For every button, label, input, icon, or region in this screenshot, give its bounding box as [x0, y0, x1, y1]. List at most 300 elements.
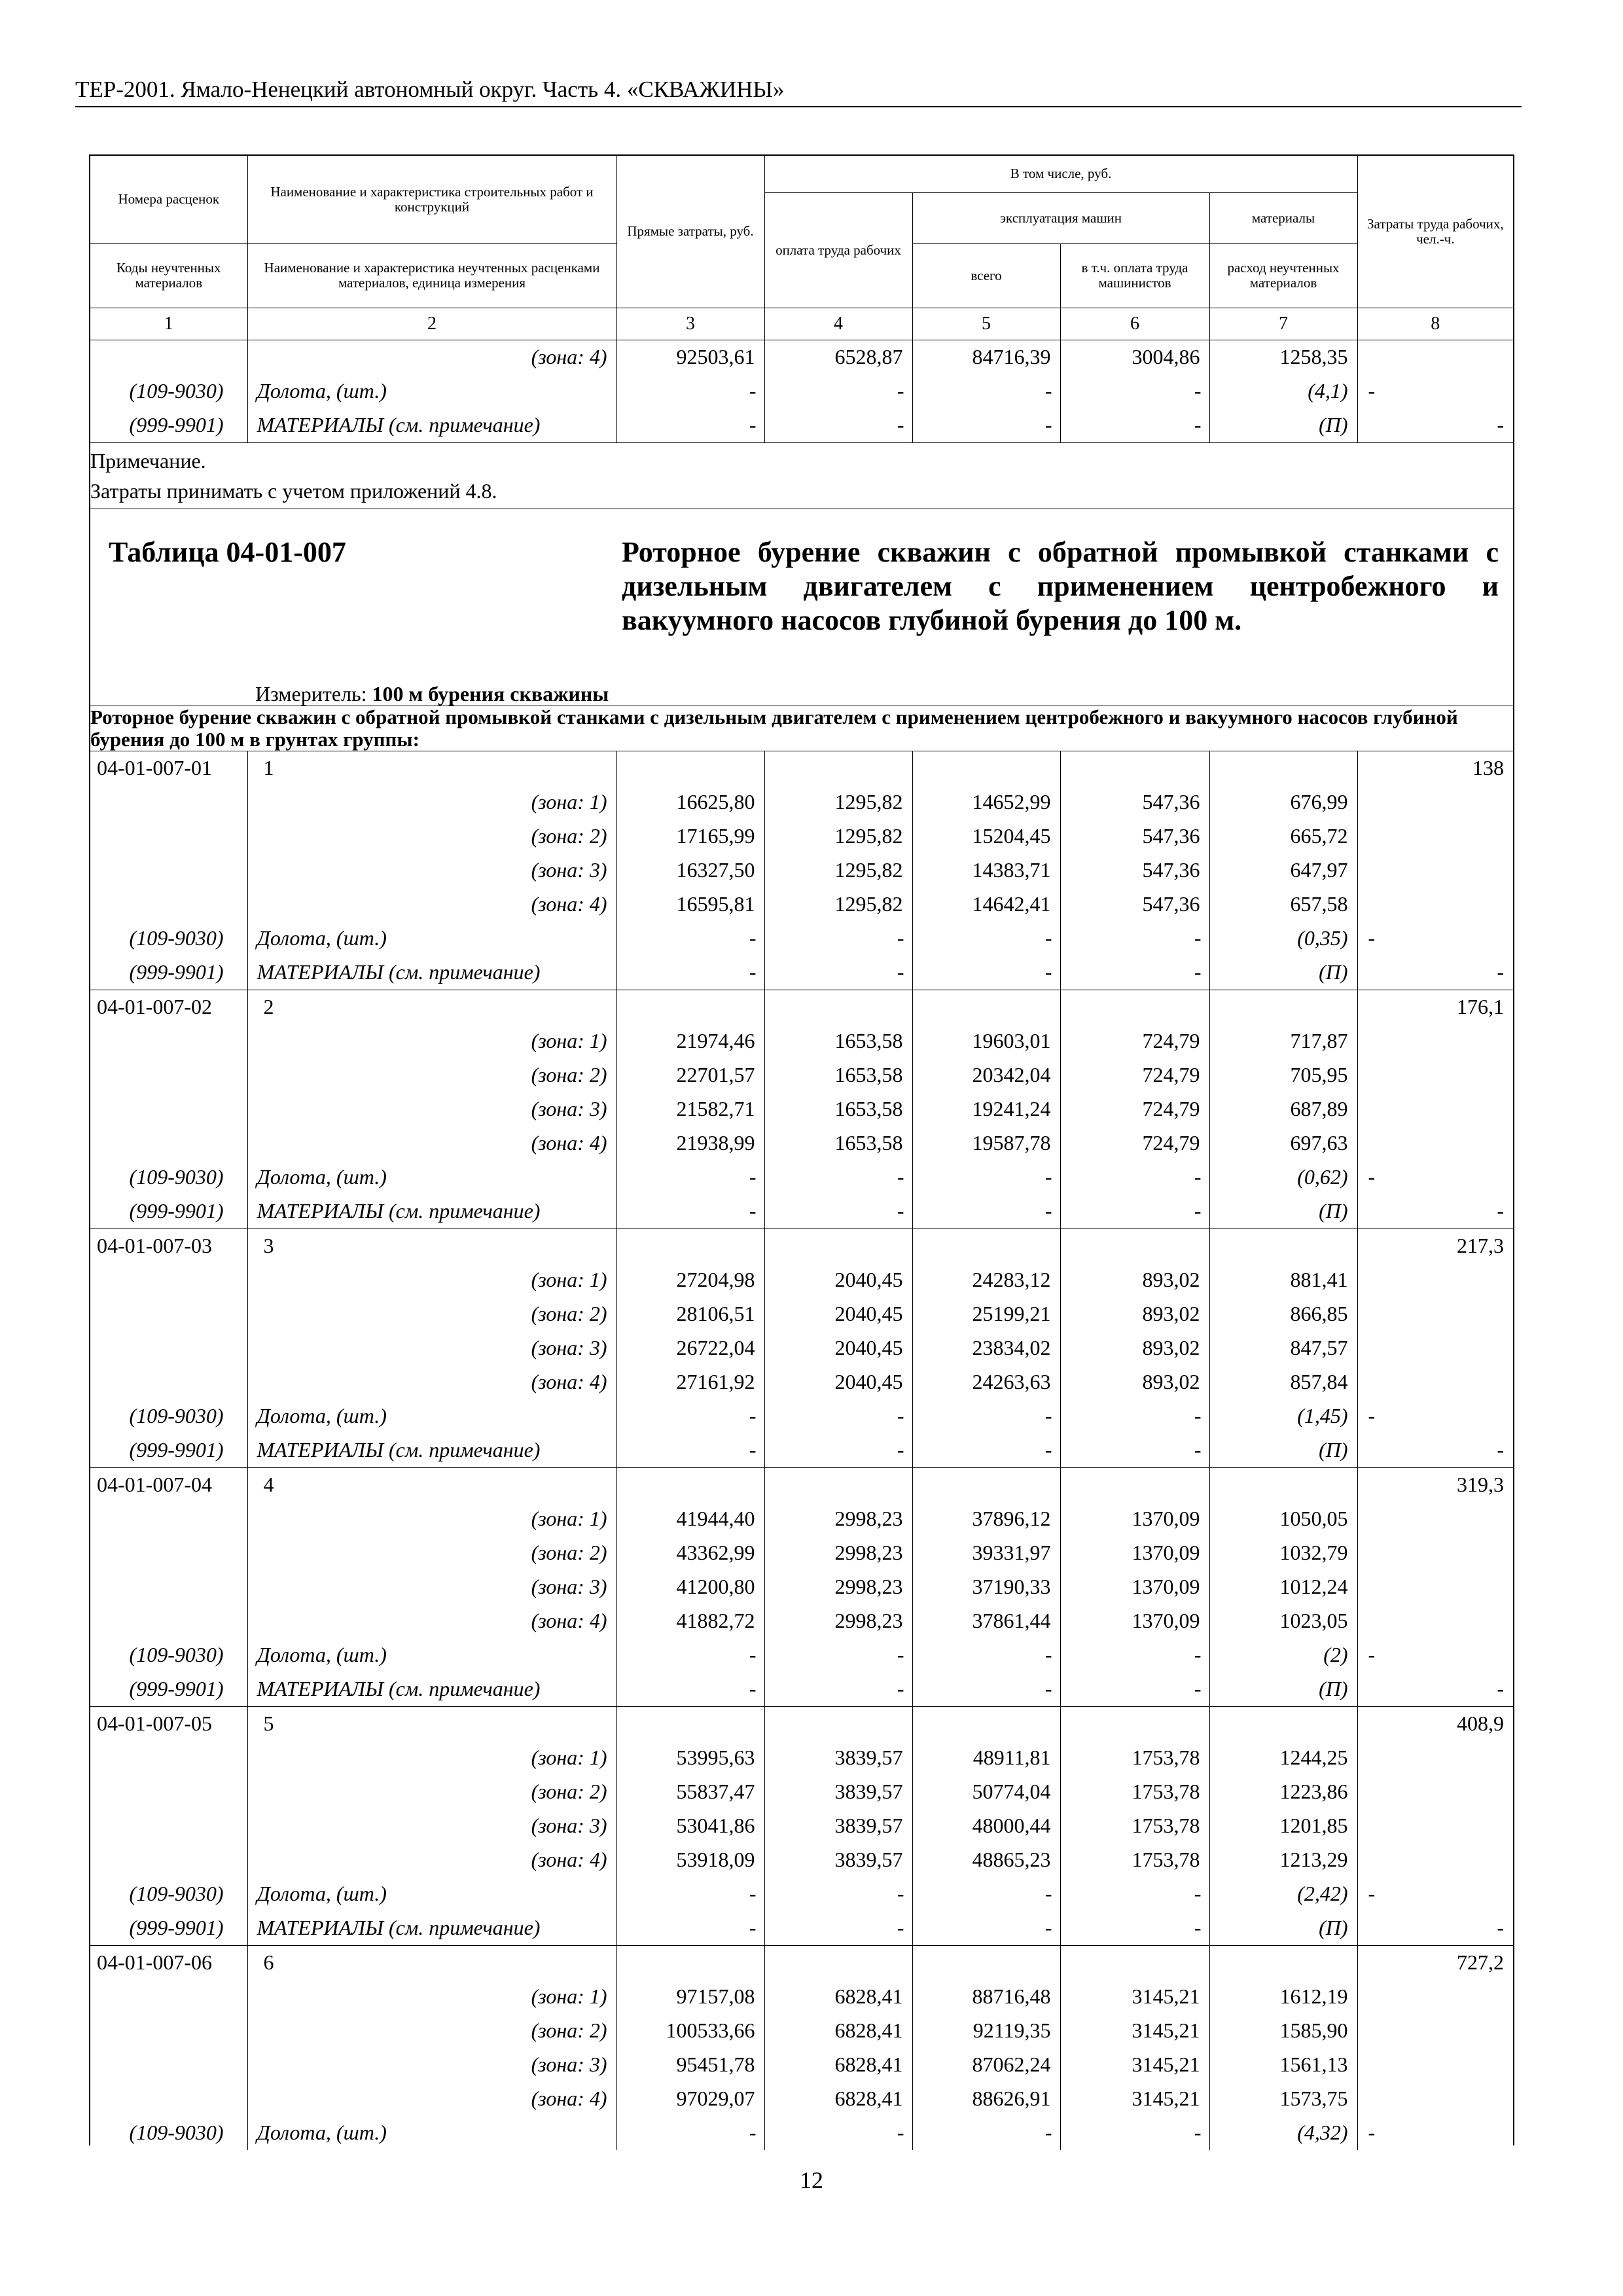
dash-cell: -: [1060, 1911, 1209, 1946]
dash-cell: -: [616, 2116, 764, 2150]
dash-cell: -: [912, 374, 1060, 408]
direct-cost-value: 21582,71: [616, 1092, 764, 1126]
col2-bottom-header: Наименование и характеристика неучтенных расценками материалов, единица измерения: [247, 243, 616, 308]
subheading-row: [90, 706, 1513, 751]
soil-group: 4: [247, 1467, 616, 1502]
labor-cost-value: 408,9: [1357, 1706, 1513, 1741]
dash-cell: -: [1357, 2116, 1513, 2150]
dash-cell: -: [912, 922, 1060, 956]
dash-cell: -: [1357, 1160, 1513, 1194]
machines-total-value: 48865,23: [912, 1843, 1060, 1877]
empty-cell: [1357, 1263, 1513, 1297]
dash-cell: -: [616, 1672, 764, 1707]
direct-cost-value: 28106,51: [616, 1297, 764, 1331]
materials-value: 1573,75: [1209, 2082, 1357, 2116]
rate-header-row: [90, 1467, 1513, 1502]
machinists-pay-value: 547,36: [1060, 785, 1209, 819]
machinists-pay-value: 893,02: [1060, 1263, 1209, 1297]
materials-quantity: (П): [1209, 408, 1357, 443]
machines-total-value: 50774,04: [912, 1775, 1060, 1809]
empty-cell: [1357, 1092, 1513, 1126]
machinists-pay-value: 3145,21: [1060, 1980, 1209, 2014]
labor-pay-value: 1653,58: [764, 1126, 912, 1160]
zone-label: (зона: 2): [247, 1297, 616, 1331]
soil-group: 3: [247, 1229, 616, 1263]
materials-value: 1201,85: [1209, 1809, 1357, 1843]
zone-row: [90, 1263, 1513, 1297]
dash-cell: -: [764, 1911, 912, 1946]
dash-cell: -: [764, 374, 912, 408]
machines-total-value: 87062,24: [912, 2048, 1060, 2082]
empty-cell: [1060, 1229, 1209, 1263]
empty-cell: [90, 1775, 247, 1809]
zone-label: (зона: 2): [247, 819, 616, 853]
direct-cost-value: 41882,72: [616, 1604, 764, 1638]
dash-cell: -: [616, 374, 764, 408]
labor-pay-value: 1653,58: [764, 1058, 912, 1092]
zone-label: (зона: 1): [247, 1024, 616, 1058]
empty-cell: [90, 2082, 247, 2116]
dash-cell: -: [912, 1672, 1060, 1707]
machinists-pay-value: 893,02: [1060, 1331, 1209, 1365]
bit-quantity: (0,62): [1209, 1160, 1357, 1194]
zone-row: [90, 1502, 1513, 1536]
zone-row: [90, 785, 1513, 819]
labor-pay-value: 6828,41: [764, 1980, 912, 2014]
materials-value: 857,84: [1209, 1365, 1357, 1399]
machinists-pay-value: 547,36: [1060, 853, 1209, 888]
direct-cost-value: 97157,08: [616, 1980, 764, 2014]
machines-total-value: 37896,12: [912, 1502, 1060, 1536]
empty-cell: [90, 1980, 247, 2014]
machinists-pay-value: 724,79: [1060, 1092, 1209, 1126]
machinists-pay-value: 3145,21: [1060, 2014, 1209, 2048]
bit-code: (109-9030): [129, 1165, 224, 1189]
machines-total-value: 88716,48: [912, 1980, 1060, 2014]
bit-row: [90, 1877, 1513, 1911]
materials-value: 1032,79: [1209, 1536, 1357, 1570]
bit-quantity: (4,1): [1209, 374, 1357, 408]
dash-cell: -: [912, 2116, 1060, 2150]
dash-cell: -: [912, 1877, 1060, 1911]
zone-label: (зона: 3): [247, 1092, 616, 1126]
machines-total-value: 14642,41: [912, 888, 1060, 922]
labor-cost-value: 176,1: [1357, 990, 1513, 1024]
empty-cell: [90, 1331, 247, 1365]
price-table: [90, 156, 1513, 2150]
zone-row: [90, 1126, 1513, 1160]
materials-row: [90, 1433, 1513, 1468]
dash-cell: -: [1357, 1433, 1513, 1468]
materials-value: 1050,05: [1209, 1502, 1357, 1536]
machines-total-value: 24263,63: [912, 1365, 1060, 1399]
zone-label: (зона: 4): [247, 1604, 616, 1638]
labor-pay-value: 1295,82: [764, 785, 912, 819]
dash-cell: -: [616, 1877, 764, 1911]
dash-cell: -: [912, 1194, 1060, 1229]
empty-cell: [90, 1604, 247, 1638]
dash-cell: -: [764, 922, 912, 956]
dash-cell: -: [1357, 1911, 1513, 1946]
dash-cell: -: [616, 956, 764, 990]
empty-cell: [616, 1945, 764, 1980]
materials-value: 1561,13: [1209, 2048, 1357, 2082]
direct-cost-value: 100533,66: [616, 2014, 764, 2048]
measure-value: 100 м бурения скважины: [372, 681, 609, 706]
labor-pay-value: 6828,41: [764, 2082, 912, 2116]
dash-cell: -: [764, 1638, 912, 1672]
dash-cell: -: [764, 1877, 912, 1911]
machinists-pay-value: 1370,09: [1060, 1536, 1209, 1570]
zone-label: (зона: 2): [247, 1536, 616, 1570]
labor-cost-value: 319,3: [1357, 1467, 1513, 1502]
machines-total-value: 19603,01: [912, 1024, 1060, 1058]
dash-cell: -: [1060, 374, 1209, 408]
dash-cell: -: [1357, 1672, 1513, 1707]
machinists-pay-value: 1753,78: [1060, 1741, 1209, 1775]
empty-cell: [90, 785, 247, 819]
machines-total-value: 19587,78: [912, 1126, 1060, 1160]
bit-code: (109-9030): [129, 379, 224, 403]
dash-cell: -: [1060, 1160, 1209, 1194]
empty-cell: [1209, 1467, 1357, 1502]
empty-cell: [1357, 1809, 1513, 1843]
machinists-pay-value: 893,02: [1060, 1297, 1209, 1331]
labor-pay-value: 1295,82: [764, 853, 912, 888]
dash-cell: -: [1060, 1433, 1209, 1468]
bit-label: Долота, (шт.): [247, 1877, 616, 1911]
empty-cell: [1060, 1706, 1209, 1741]
dash-cell: -: [1357, 1638, 1513, 1672]
machines-total-value: 14383,71: [912, 853, 1060, 888]
labor-pay-value: 2998,23: [764, 1536, 912, 1570]
materials-code: (999-9901): [129, 1677, 224, 1700]
zone-row: [90, 2014, 1513, 2048]
labor-pay-value: 6828,41: [764, 2014, 912, 2048]
materials-label: МАТЕРИАЛЫ (см. примечание): [247, 956, 616, 990]
dash-cell: -: [1060, 408, 1209, 443]
materials-group-header: материалы: [1209, 192, 1357, 243]
bit-row: [90, 374, 1513, 408]
empty-cell: [764, 1945, 912, 1980]
empty-cell: [90, 1570, 247, 1604]
materials-quantity: (П): [1209, 1911, 1357, 1946]
bit-label: Долота, (шт.): [247, 1160, 616, 1194]
note-title: Примечание.: [90, 448, 206, 473]
empty-cell: [1357, 1775, 1513, 1809]
empty-cell: [616, 1467, 764, 1502]
direct-cost-value: 26722,04: [616, 1331, 764, 1365]
machinists-pay-value: 1370,09: [1060, 1502, 1209, 1536]
column-number-row: [90, 308, 1513, 340]
materials-label: МАТЕРИАЛЫ (см. примечание): [247, 1911, 616, 1946]
note-text: Затраты принимать с учетом приложений 4.8.: [90, 478, 497, 503]
materials-value: 705,95: [1209, 1058, 1357, 1092]
zone-label: (зона: 4): [247, 1365, 616, 1399]
bit-code: (109-9030): [129, 2121, 224, 2144]
table-measure: [255, 682, 609, 706]
col5-header: всего: [912, 243, 1060, 308]
empty-cell: [764, 1706, 912, 1741]
direct-cost-value: 55837,47: [616, 1775, 764, 1809]
dash-cell: -: [616, 1160, 764, 1194]
machinists-pay-value: 724,79: [1060, 1058, 1209, 1092]
materials-value: 847,57: [1209, 1331, 1357, 1365]
materials-row: [90, 1911, 1513, 1946]
dash-cell: -: [1060, 1194, 1209, 1229]
price-table-frame: [89, 154, 1514, 2145]
zone-row: [90, 1365, 1513, 1399]
empty-cell: [616, 990, 764, 1024]
rate-code: 04-01-007-06: [90, 1945, 247, 1980]
running-header: ТЕР-2001. Ямало-Ненецкий автономный округ. Часть 4. «СКВАЖИНЫ»: [75, 73, 1522, 107]
empty-cell: [912, 1706, 1060, 1741]
zone-label: (зона: 1): [247, 1741, 616, 1775]
column-number: 2: [247, 308, 616, 340]
empty-cell: [90, 853, 247, 888]
zone-label: (зона: 3): [247, 2048, 616, 2082]
soil-group: 5: [247, 1706, 616, 1741]
zone-label: (зона: 4): [247, 888, 616, 922]
empty-cell: [90, 888, 247, 922]
empty-cell: [1357, 1502, 1513, 1536]
empty-cell: [1357, 1570, 1513, 1604]
empty-cell: [1357, 1024, 1513, 1058]
empty-cell: [90, 1809, 247, 1843]
machines-group-header: эксплуатация машин: [912, 192, 1209, 243]
dash-cell: -: [1060, 2116, 1209, 2150]
zone-row: [90, 1092, 1513, 1126]
materials-value: 1612,19: [1209, 1980, 1357, 2014]
empty-cell: [1060, 751, 1209, 785]
zone-label: (зона: 3): [247, 1809, 616, 1843]
dash-cell: -: [1060, 1638, 1209, 1672]
empty-cell: [1209, 1229, 1357, 1263]
bit-code: (109-9030): [129, 1404, 224, 1427]
materials-value: 717,87: [1209, 1024, 1357, 1058]
zone-label: (зона: 1): [247, 785, 616, 819]
zone-row: [90, 1775, 1513, 1809]
empty-cell: [764, 751, 912, 785]
materials-value: 1585,90: [1209, 2014, 1357, 2048]
zone-label: (зона: 4): [247, 2082, 616, 2116]
materials-code: (999-9901): [129, 1199, 224, 1223]
machines-total-value: 37190,33: [912, 1570, 1060, 1604]
bit-label: Долота, (шт.): [247, 2116, 616, 2150]
soil-group: 1: [247, 751, 616, 785]
machines-total-value: 15204,45: [912, 819, 1060, 853]
table-title-row: [90, 509, 1513, 706]
dash-cell: -: [764, 408, 912, 443]
dash-cell: -: [912, 956, 1060, 990]
empty-cell: [912, 1229, 1060, 1263]
empty-cell: [1357, 1536, 1513, 1570]
dash-cell: -: [764, 1672, 912, 1707]
machinists-pay-value: 724,79: [1060, 1126, 1209, 1160]
zone-label: (зона: 4): [247, 1126, 616, 1160]
materials-value: 676,99: [1209, 785, 1357, 819]
machinists-pay-value: 547,36: [1060, 819, 1209, 853]
rate-code: 04-01-007-04: [90, 1467, 247, 1502]
bit-code: (109-9030): [129, 1643, 224, 1666]
bit-row: [90, 922, 1513, 956]
zone-row: [90, 1536, 1513, 1570]
empty-cell: [1357, 853, 1513, 888]
dash-cell: -: [616, 1638, 764, 1672]
col1-bottom-header: Коды неучтенных материалов: [90, 243, 247, 308]
labor-cost-value: 217,3: [1357, 1229, 1513, 1263]
labor-pay-value: 1653,58: [764, 1092, 912, 1126]
materials-quantity: (П): [1209, 1433, 1357, 1468]
direct-cost-value: 27161,92: [616, 1365, 764, 1399]
empty-cell: [1357, 1843, 1513, 1877]
empty-cell: [912, 1945, 1060, 1980]
direct-cost-value: 95451,78: [616, 2048, 764, 2082]
empty-cell: [90, 1126, 247, 1160]
materials-value: 657,58: [1209, 888, 1357, 922]
machines-total-value: 14652,99: [912, 785, 1060, 819]
zone-label: (зона: 1): [247, 1263, 616, 1297]
bit-row: [90, 1160, 1513, 1194]
materials-quantity: (П): [1209, 956, 1357, 990]
machinists-pay-value: 1370,09: [1060, 1604, 1209, 1638]
dash-cell: -: [1357, 408, 1513, 443]
rate-code: 04-01-007-02: [90, 990, 247, 1024]
empty-cell: [1357, 2082, 1513, 2116]
materials-code: (999-9901): [129, 960, 224, 984]
rate-header-row: [90, 990, 1513, 1024]
rate-header-row: [90, 1229, 1513, 1263]
machines-total-value: 20342,04: [912, 1058, 1060, 1092]
materials-value: 665,72: [1209, 819, 1357, 853]
bit-code: (109-9030): [129, 1882, 224, 1905]
labor-cost-value: 727,2: [1357, 1945, 1513, 1980]
zone-row: [90, 888, 1513, 922]
column-number: 7: [1209, 308, 1357, 340]
zone-row: [90, 1604, 1513, 1638]
col7-header: расход неучтенных материалов: [1209, 243, 1357, 308]
empty-cell: [1357, 1058, 1513, 1092]
machinists-pay-value: 893,02: [1060, 1365, 1209, 1399]
col3-header: Прямые затраты, руб.: [616, 156, 764, 308]
materials-label: МАТЕРИАЛЫ (см. примечание): [247, 1672, 616, 1707]
dash-cell: -: [1357, 922, 1513, 956]
empty-cell: [912, 751, 1060, 785]
zone-row: [90, 1297, 1513, 1331]
bit-quantity: (0,35): [1209, 922, 1357, 956]
materials-value: 866,85: [1209, 1297, 1357, 1331]
machines-total-value: 48911,81: [912, 1741, 1060, 1775]
direct-cost-value: 16327,50: [616, 853, 764, 888]
materials-value: 647,97: [1209, 853, 1357, 888]
direct-cost-value: 21974,46: [616, 1024, 764, 1058]
direct-cost-value: 97029,07: [616, 2082, 764, 2116]
empty-cell: [616, 1229, 764, 1263]
materials-value: 1244,25: [1209, 1741, 1357, 1775]
zone-label: (зона: 2): [247, 1775, 616, 1809]
empty-cell: [90, 1365, 247, 1399]
zone-row: [90, 1809, 1513, 1843]
bit-row: [90, 1399, 1513, 1433]
machines-total-value: 88626,91: [912, 2082, 1060, 2116]
empty-cell: [1357, 2014, 1513, 2048]
labor-pay-value: 2040,45: [764, 1365, 912, 1399]
empty-cell: [1060, 990, 1209, 1024]
machines-total-value: 39331,97: [912, 1536, 1060, 1570]
labor-pay-value: 2998,23: [764, 1502, 912, 1536]
direct-cost-value: 22701,57: [616, 1058, 764, 1092]
machinists-pay-value: 1753,78: [1060, 1809, 1209, 1843]
bit-row: [90, 1638, 1513, 1672]
empty-cell: [1357, 888, 1513, 922]
dash-cell: -: [616, 1399, 764, 1433]
dash-cell: -: [616, 922, 764, 956]
direct-cost-value: 53918,09: [616, 1843, 764, 1877]
column-number: 8: [1357, 308, 1513, 340]
machinists-pay-value: 1753,78: [1060, 1775, 1209, 1809]
bit-label: Долота, (шт.): [247, 1399, 616, 1433]
dash-cell: -: [764, 1399, 912, 1433]
col8-header: Затраты труда рабочих, чел.-ч.: [1357, 156, 1513, 308]
materials-code: (999-9901): [129, 1438, 224, 1462]
materials-row: [90, 1194, 1513, 1229]
dash-cell: -: [1357, 374, 1513, 408]
direct-cost-value: 92503,61: [616, 340, 764, 374]
dash-cell: -: [1060, 922, 1209, 956]
machines-total-value: 48000,44: [912, 1809, 1060, 1843]
direct-cost-value: 53041,86: [616, 1809, 764, 1843]
page-number: 12: [800, 2167, 823, 2193]
labor-pay-value: 1295,82: [764, 888, 912, 922]
empty-cell: [1357, 1126, 1513, 1160]
dash-cell: -: [616, 1911, 764, 1946]
materials-code: (999-9901): [129, 413, 224, 437]
machinists-pay-value: 724,79: [1060, 1024, 1209, 1058]
rate-header-row: [90, 1945, 1513, 1980]
empty-cell: [1357, 819, 1513, 853]
empty-cell: [1357, 785, 1513, 819]
column-number: 5: [912, 308, 1060, 340]
zone-row: [90, 1024, 1513, 1058]
labor-pay-value: 6528,87: [764, 340, 912, 374]
dash-cell: -: [1357, 956, 1513, 990]
zone-label: (зона: 4): [247, 340, 616, 374]
materials-row: [90, 408, 1513, 443]
soil-group: 2: [247, 990, 616, 1024]
empty-cell: [764, 1229, 912, 1263]
rate-code: 04-01-007-05: [90, 1706, 247, 1741]
empty-cell: [616, 751, 764, 785]
materials-value: 1012,24: [1209, 1570, 1357, 1604]
materials-value: 1023,05: [1209, 1604, 1357, 1638]
zone-row: [90, 1741, 1513, 1775]
table-name: Роторное бурение скважин с обратной промывкой станками с дизельным двигателем с применением центробежного и вакуумного насосов глубиной бурения до 100 м.: [622, 535, 1499, 636]
machines-total-value: 84716,39: [912, 340, 1060, 374]
zone-row: [90, 853, 1513, 888]
bit-quantity: (2): [1209, 1638, 1357, 1672]
direct-cost-value: 27204,98: [616, 1263, 764, 1297]
column-number: 6: [1060, 308, 1209, 340]
dash-cell: -: [1357, 1877, 1513, 1911]
labor-pay-value: 1653,58: [764, 1024, 912, 1058]
empty-cell: [90, 2014, 247, 2048]
materials-label: МАТЕРИАЛЫ (см. примечание): [247, 1433, 616, 1468]
empty-cell: [1357, 1297, 1513, 1331]
empty-cell: [1357, 2048, 1513, 2082]
bit-quantity: (4,32): [1209, 2116, 1357, 2150]
labor-pay-value: 2040,45: [764, 1263, 912, 1297]
dash-cell: -: [912, 1433, 1060, 1468]
